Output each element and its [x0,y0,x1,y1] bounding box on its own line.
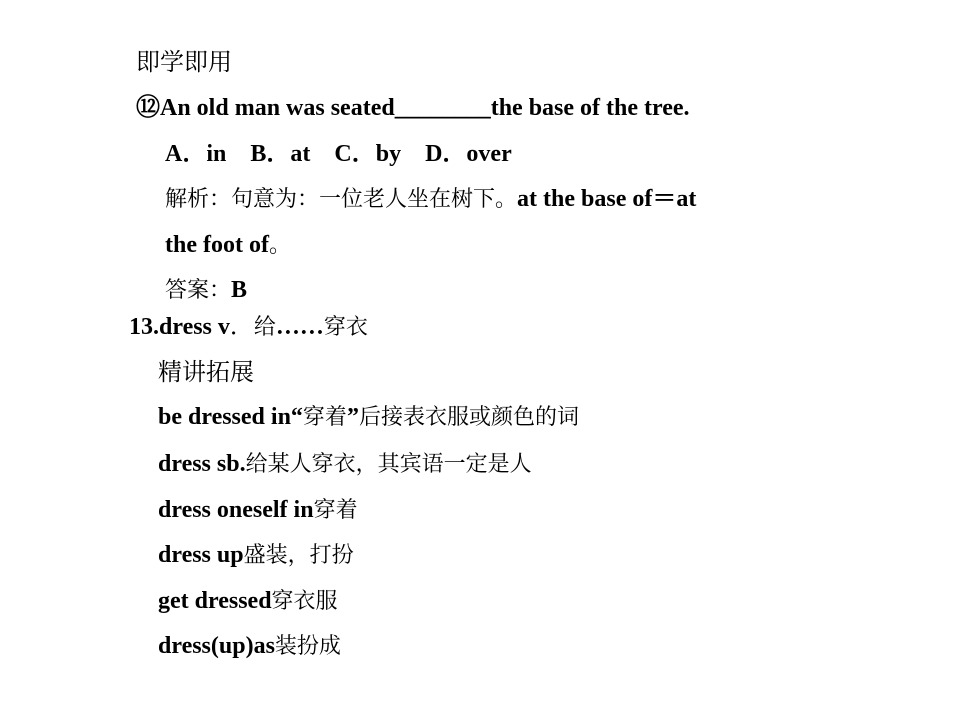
item-cn: 穿着 [313,498,358,523]
option-text: over [466,141,512,167]
option-letter: B． [250,141,291,167]
entry-headword [129,312,368,343]
options-row [165,139,536,169]
option-letter: C． [334,141,376,167]
expansion-heading: 精讲拓展 [158,358,254,386]
option-a [165,139,226,169]
option-text: at [290,141,311,167]
question-stem-before: An old man was seated [160,95,395,121]
analysis-line2-punct: 。 [268,233,291,258]
option-text: by [375,141,402,167]
option-letter: A． [165,141,207,167]
analysis-line2-en: the foot of [165,232,269,258]
meaning-ellipsis: …… [275,314,324,340]
expansion-item [158,449,532,480]
item-en: dress(up)as [158,633,275,659]
analysis-en: at the base of＝at [517,186,697,212]
section-heading: 即学即用 [136,48,232,76]
answer-value: B [231,277,248,303]
item-en2: ” [346,404,359,430]
item-en: dress oneself in [158,497,314,523]
analysis-line-2 [165,230,291,261]
expansion-item [158,540,354,571]
option-c [334,139,401,169]
expansion-item [158,586,338,617]
item-en: be dressed in“ [158,404,303,430]
analysis-line-1 [165,184,696,215]
item-cn: 给某人穿衣，其宾语一定是人 [245,452,532,477]
expansion-item [158,631,341,662]
question-blank: ________ [394,95,491,121]
item-en: dress up [158,542,244,568]
option-b [250,139,310,169]
item-cn: 穿衣服 [271,589,338,614]
question-stem-after: the base of the tree. [490,95,690,121]
analysis-cn: 句意为：一位老人坐在树下。 [231,187,518,212]
option-text: in [206,141,227,167]
expansion-item [158,402,579,433]
analysis-label: 解析： [165,187,232,212]
meaning-cn2: 穿衣 [323,315,368,340]
question-number: ⑫ [136,95,160,121]
option-d [425,139,512,169]
answer-label: 答案： [165,278,232,303]
item-en: dress sb. [158,451,246,477]
headword: 13.dress v [129,314,230,340]
item-cn: 装扮成 [274,634,341,659]
meaning-cn: 给 [253,315,276,340]
item-cn2: 后接表衣服或颜色的词 [358,405,579,430]
item-en: get dressed [158,588,272,614]
option-letter: D． [425,141,467,167]
expansion-item [158,495,358,526]
answer-line [165,275,247,306]
question-stem [136,93,690,123]
headword-sep: ． [229,314,254,340]
item-cn: 盛装，打扮 [243,543,354,568]
item-cn: 穿着 [302,405,347,430]
